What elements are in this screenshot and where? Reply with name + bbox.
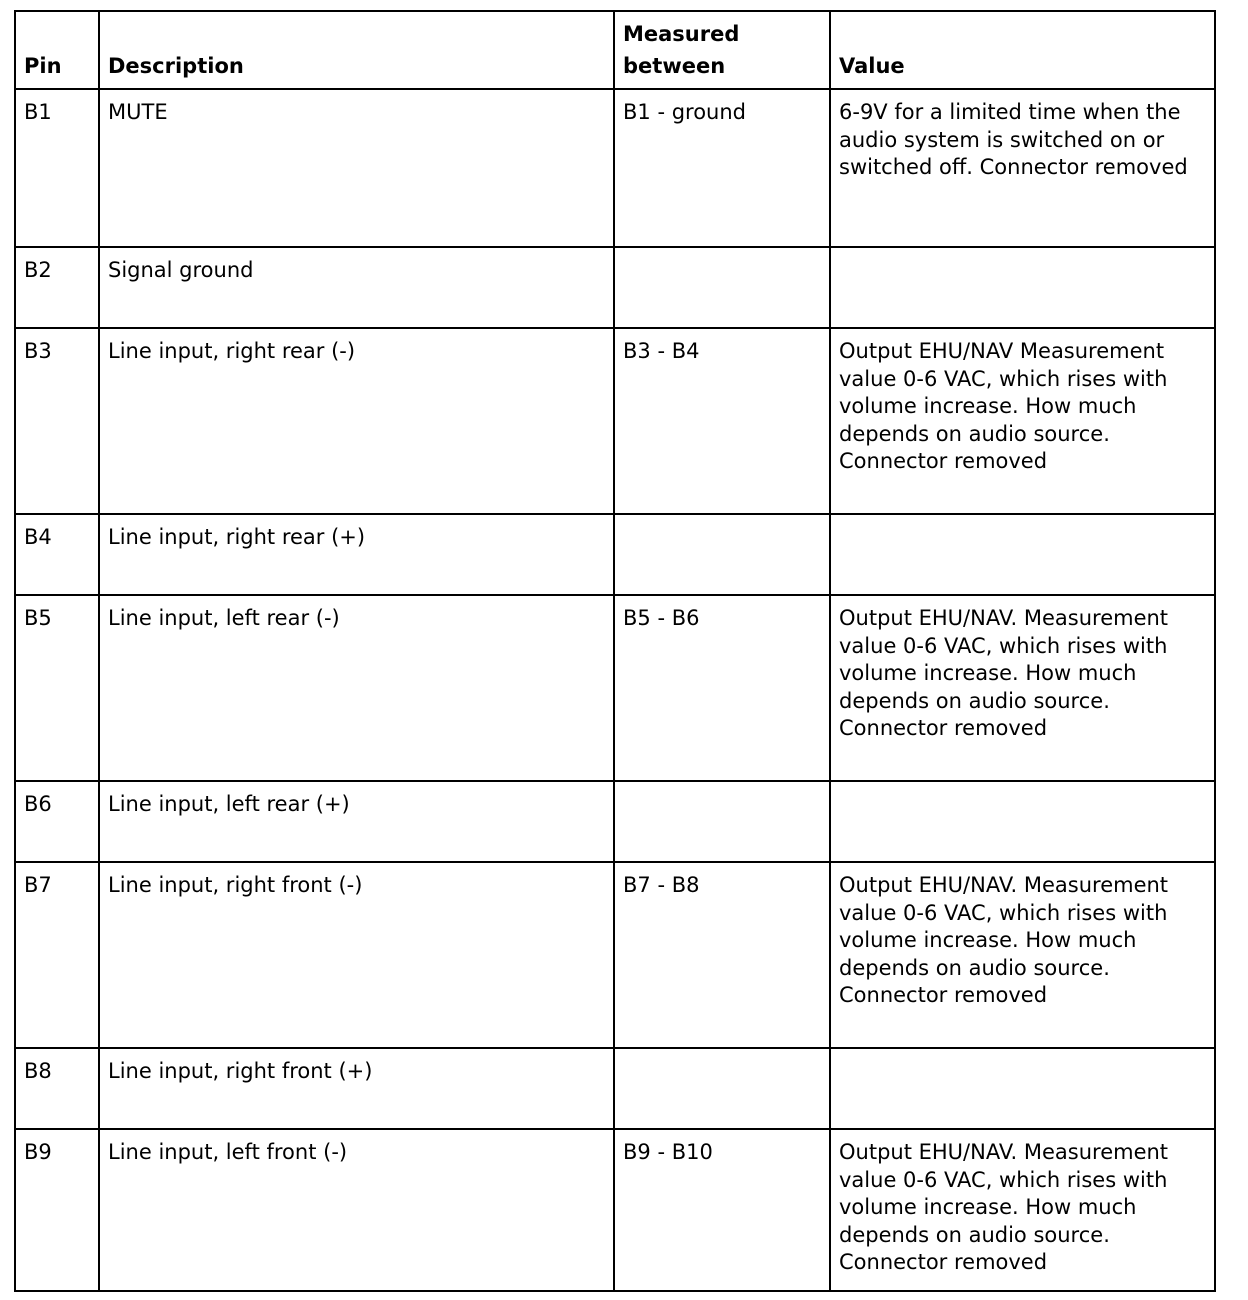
header-measured-line2: between	[623, 54, 726, 78]
table-row	[15, 862, 1215, 1048]
pin-cell: B3	[15, 328, 99, 514]
value-cell: 6-9V for a limited time when the audio system is switched on or switched off. Connector removed	[830, 89, 1215, 247]
description-cell: Line input, right front (+)	[99, 1048, 614, 1129]
header-pin: Pin	[15, 11, 99, 89]
measured-cell: B5 - B6	[614, 595, 830, 781]
measured-cell	[614, 781, 830, 862]
value-cell: Output EHU/NAV. Measurement value 0-6 VAC, which rises with volume increase. How much depends on audio source. Connector removed	[830, 862, 1215, 1048]
table-row	[15, 89, 1215, 247]
description-cell: Signal ground	[99, 247, 614, 328]
pin-cell: B5	[15, 595, 99, 781]
table-row	[15, 328, 1215, 514]
value-cell	[830, 247, 1215, 328]
header-measured-line1: Measured	[623, 22, 740, 46]
measured-cell: B1 - ground	[614, 89, 830, 247]
value-cell: Output EHU/NAV. Measurement value 0-6 VAC, which rises with volume increase. How much depends on audio source. Connector removed	[830, 1129, 1215, 1291]
table-row	[15, 781, 1215, 862]
pin-table	[14, 10, 1216, 1292]
pin-cell: B1	[15, 89, 99, 247]
value-cell: Output EHU/NAV. Measurement value 0-6 VAC, which rises with volume increase. How much depends on audio source. Connector removed	[830, 595, 1215, 781]
value-cell: Output EHU/NAV Measurement value 0-6 VAC, which rises with volume increase. How much depends on audio source. Connector removed	[830, 328, 1215, 514]
description-cell: Line input, right front (-)	[99, 862, 614, 1048]
measured-cell	[614, 1048, 830, 1129]
measured-cell	[614, 247, 830, 328]
value-cell	[830, 514, 1215, 595]
measured-cell: B3 - B4	[614, 328, 830, 514]
table-header-row	[15, 11, 1215, 89]
header-measured-between	[614, 11, 830, 89]
pin-cell: B8	[15, 1048, 99, 1129]
pin-cell: B9	[15, 1129, 99, 1291]
table-row	[15, 1048, 1215, 1129]
pin-cell: B6	[15, 781, 99, 862]
description-cell: Line input, left rear (+)	[99, 781, 614, 862]
description-cell: Line input, left front (-)	[99, 1129, 614, 1291]
description-cell: Line input, right rear (+)	[99, 514, 614, 595]
table-row	[15, 247, 1215, 328]
description-cell: Line input, right rear (-)	[99, 328, 614, 514]
measured-cell: B9 - B10	[614, 1129, 830, 1291]
table-row	[15, 1129, 1215, 1291]
measured-cell	[614, 514, 830, 595]
description-cell: Line input, left rear (-)	[99, 595, 614, 781]
pin-cell: B4	[15, 514, 99, 595]
table-row	[15, 514, 1215, 595]
value-cell	[830, 781, 1215, 862]
description-cell: MUTE	[99, 89, 614, 247]
header-value: Value	[830, 11, 1215, 89]
table-row	[15, 595, 1215, 781]
measured-cell: B7 - B8	[614, 862, 830, 1048]
pin-cell: B2	[15, 247, 99, 328]
header-description: Description	[99, 11, 614, 89]
pin-cell: B7	[15, 862, 99, 1048]
value-cell	[830, 1048, 1215, 1129]
